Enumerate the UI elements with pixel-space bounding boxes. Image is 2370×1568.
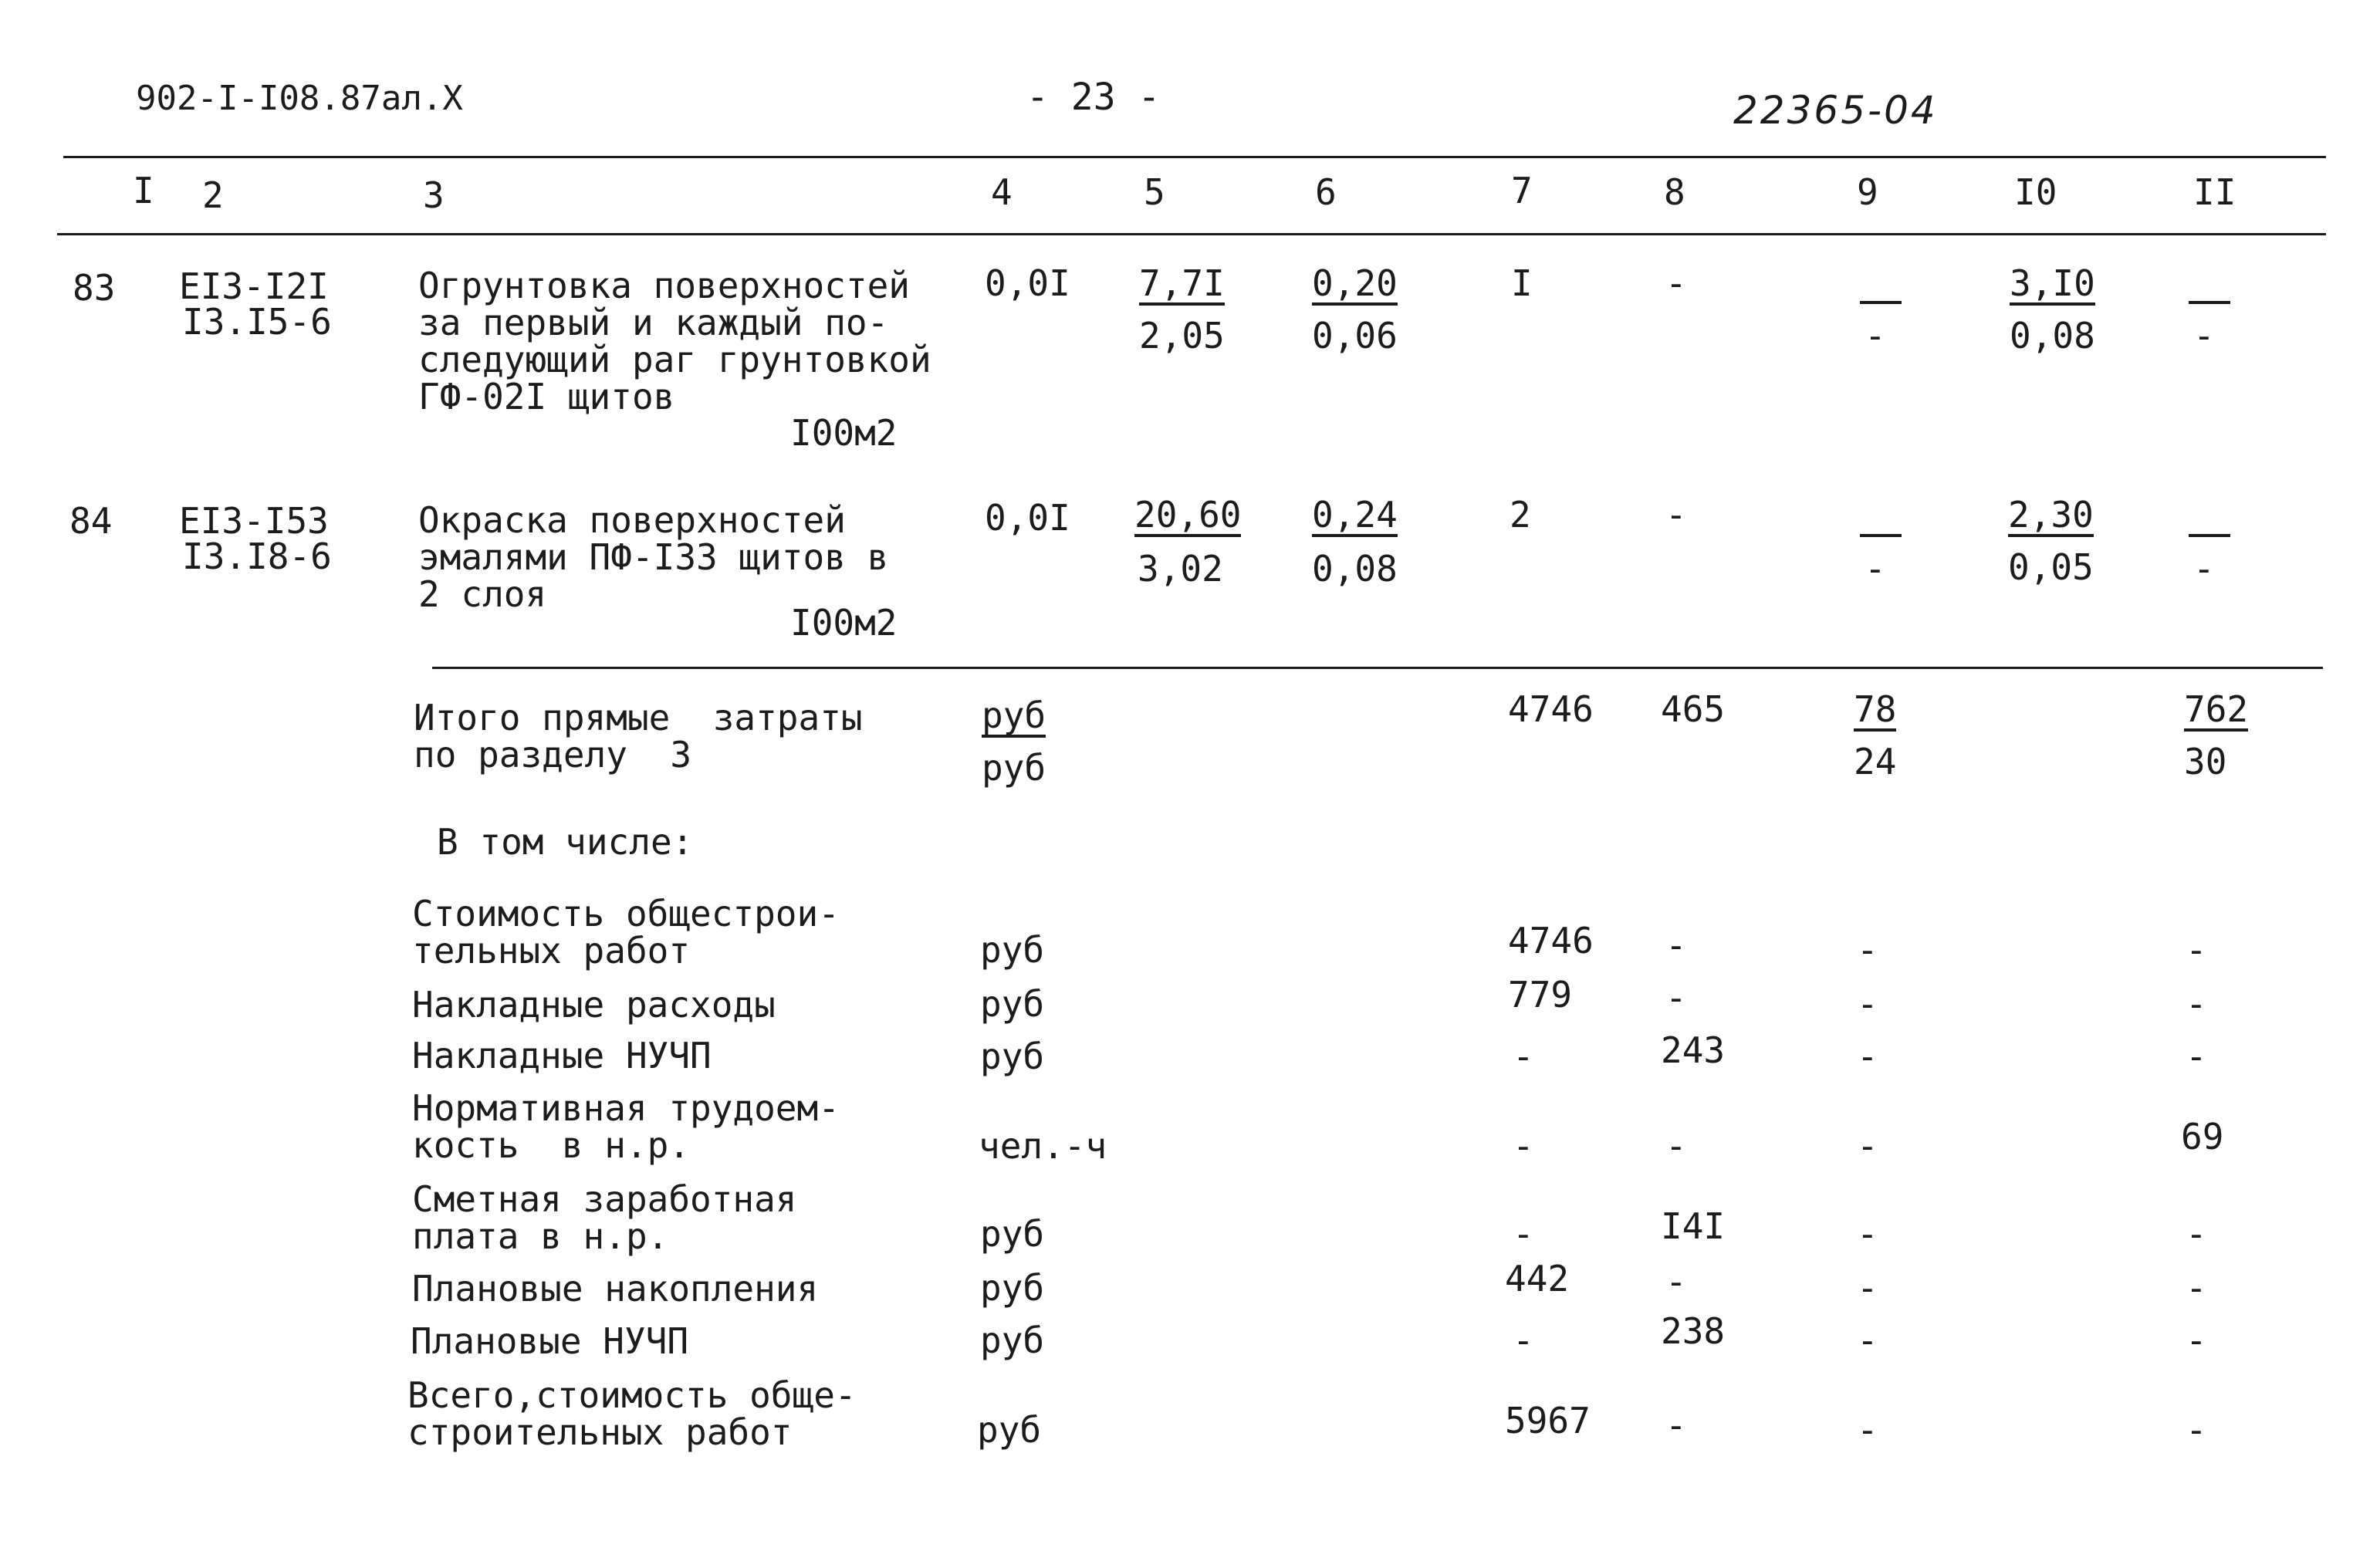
header-rule [57,233,2326,235]
top-rule [63,156,2326,158]
wage-bottom: 0,06 [1312,315,1398,357]
total-col9-bottom: 24 [1854,741,1897,782]
breakdown-col9: - [1857,1409,1878,1451]
breakdown-col11: - [2186,1267,2207,1309]
breakdown-col8: 238 [1661,1310,1726,1352]
total-col7: 4746 [1508,688,1594,730]
col-header-4: 4 [991,171,1013,213]
col10-bottom: 0,05 [2008,546,2094,588]
col10-top: 3,I0 [2010,262,2095,304]
breakdown-col11: 69 [2181,1116,2224,1157]
col-header-9: 9 [1857,171,1878,213]
breakdown-unit: чел.-ч [979,1125,1107,1167]
col-header-5: 5 [1144,171,1165,213]
breakdown-label: Плановые накопления [412,1268,819,1309]
breakdown-col11: - [2186,1036,2207,1077]
breakdown-col9: - [1857,1036,1878,1077]
breakdown-col9: - [1857,1267,1878,1309]
section-rule [432,667,2323,669]
col8-value: - [1665,262,1687,304]
breakdown-unit: руб [977,1409,1042,1451]
breakdown-unit: руб [980,1320,1045,1361]
breakdown-col9: - [1857,1213,1878,1255]
total-unit-bottom: руб [982,747,1046,789]
breakdown-col9: - [1857,1320,1878,1361]
breakdown-col7: 779 [1508,974,1573,1015]
row-number: 84 [69,500,113,542]
unit-label: I00м2 [790,412,898,454]
quantity: 0,0I [985,262,1070,304]
col10-bottom: 0,08 [2010,315,2095,357]
total-col8: 465 [1661,688,1726,730]
breakdown-label: Накладные расходы [412,984,776,1026]
col11-top-dash [2189,287,2230,304]
col-header-6: 6 [1315,171,1337,213]
quantity: 0,0I [985,497,1070,539]
col9-top-dash [1860,520,1902,537]
breakdown-col11: - [2186,1320,2207,1361]
breakdown-col7: 442 [1505,1258,1570,1299]
total-cost: 2 [1510,494,1531,536]
breakdown-col7: 5967 [1505,1400,1591,1441]
breakdown-col9: - [1857,1125,1878,1167]
page-number: - 23 - [1026,76,1161,119]
col-header-3: 3 [423,174,445,216]
rate-code-secondary: I3.I5-6 [182,301,332,343]
col-header-8: 8 [1664,171,1685,213]
breakdown-col9: - [1857,929,1878,971]
col9-top-dash [1860,287,1902,304]
breakdown-label: Сметная заработная плата в н.р. [412,1178,797,1257]
breakdown-col11: - [2186,983,2207,1025]
breakdown-col8: I4I [1661,1205,1726,1247]
total-col9-top: 78 [1854,688,1897,730]
col10-top: 2,30 [2008,494,2094,536]
breakdown-col11: - [2186,1213,2207,1255]
unit-cost-top: 7,7I [1139,262,1225,304]
breakdown-label: Стоимость общестрои- тельных работ [412,893,840,972]
breakdown-unit: руб [980,929,1045,971]
including-label: В том числе: [437,821,694,863]
breakdown-unit: руб [980,1036,1045,1077]
breakdown-col8: - [1665,1125,1687,1167]
total-col11-top: 762 [2184,688,2249,730]
breakdown-label: Накладные НУЧП [412,1035,712,1076]
rate-code-secondary: I3.I8-6 [182,536,332,577]
breakdown-col8: - [1665,977,1687,1019]
wage-bottom: 0,08 [1312,548,1398,590]
col11-bottom: - [2193,548,2215,590]
breakdown-col8: - [1665,1261,1687,1303]
col9-bottom: - [1865,315,1886,357]
total-unit-top: руб [982,694,1046,736]
stamp-number: 22365-04 [1733,88,1938,133]
col-header-7: 7 [1511,170,1533,211]
col11-top-dash [2189,520,2230,537]
unit-label: I00м2 [790,602,898,644]
rate-code: EI3-I53 [179,500,329,542]
unit-cost-top: 20,60 [1134,494,1242,536]
col-header-10: I0 [2014,171,2057,213]
wage-top: 0,24 [1312,494,1398,536]
breakdown-col7: 4746 [1508,920,1594,961]
total-label: Итого прямые затраты по разделу 3 [414,697,863,776]
breakdown-label: Всего,стоимость обще- строительных работ [407,1374,857,1453]
col-header-2: 2 [202,174,224,216]
breakdown-unit: руб [980,983,1045,1025]
work-description: Огрунтовка поверхностей за первый и каждый по- следующий раг грунтовкой ГФ-02I щитов [418,265,931,417]
total-cost: I [1511,262,1533,304]
col-header-1: I [133,170,154,211]
breakdown-label: Нормативная трудоем- кость в н.р. [412,1087,840,1166]
breakdown-col7: - [1513,1125,1534,1167]
unit-cost-bottom: 3,02 [1138,548,1223,590]
breakdown-unit: руб [980,1213,1045,1255]
row-number: 83 [73,267,116,309]
rate-code: EI3-I2I [179,265,329,307]
breakdown-col7: - [1513,1320,1534,1361]
breakdown-col8: - [1665,1404,1687,1446]
col-header-11: II [2193,171,2236,213]
breakdown-col8: - [1665,924,1687,966]
total-col11-bottom: 30 [2184,741,2227,782]
wage-top: 0,20 [1312,262,1398,304]
unit-cost-bottom: 2,05 [1139,315,1225,357]
document-code: 902-I-I08.87ал.X [136,79,463,118]
col9-bottom: - [1865,548,1886,590]
breakdown-col11: - [2186,929,2207,971]
breakdown-col7: - [1513,1213,1534,1255]
breakdown-col8: 243 [1661,1029,1726,1071]
col11-bottom: - [2193,315,2215,357]
breakdown-label: Плановые НУЧП [411,1320,689,1362]
breakdown-unit: руб [980,1267,1045,1309]
col8-value: - [1665,494,1687,536]
breakdown-col7: - [1513,1036,1534,1077]
breakdown-col11: - [2186,1409,2207,1451]
work-description: Окраска поверхностей эмалями ПФ-I33 щитов в 2 слоя [418,499,889,615]
breakdown-col9: - [1857,983,1878,1025]
